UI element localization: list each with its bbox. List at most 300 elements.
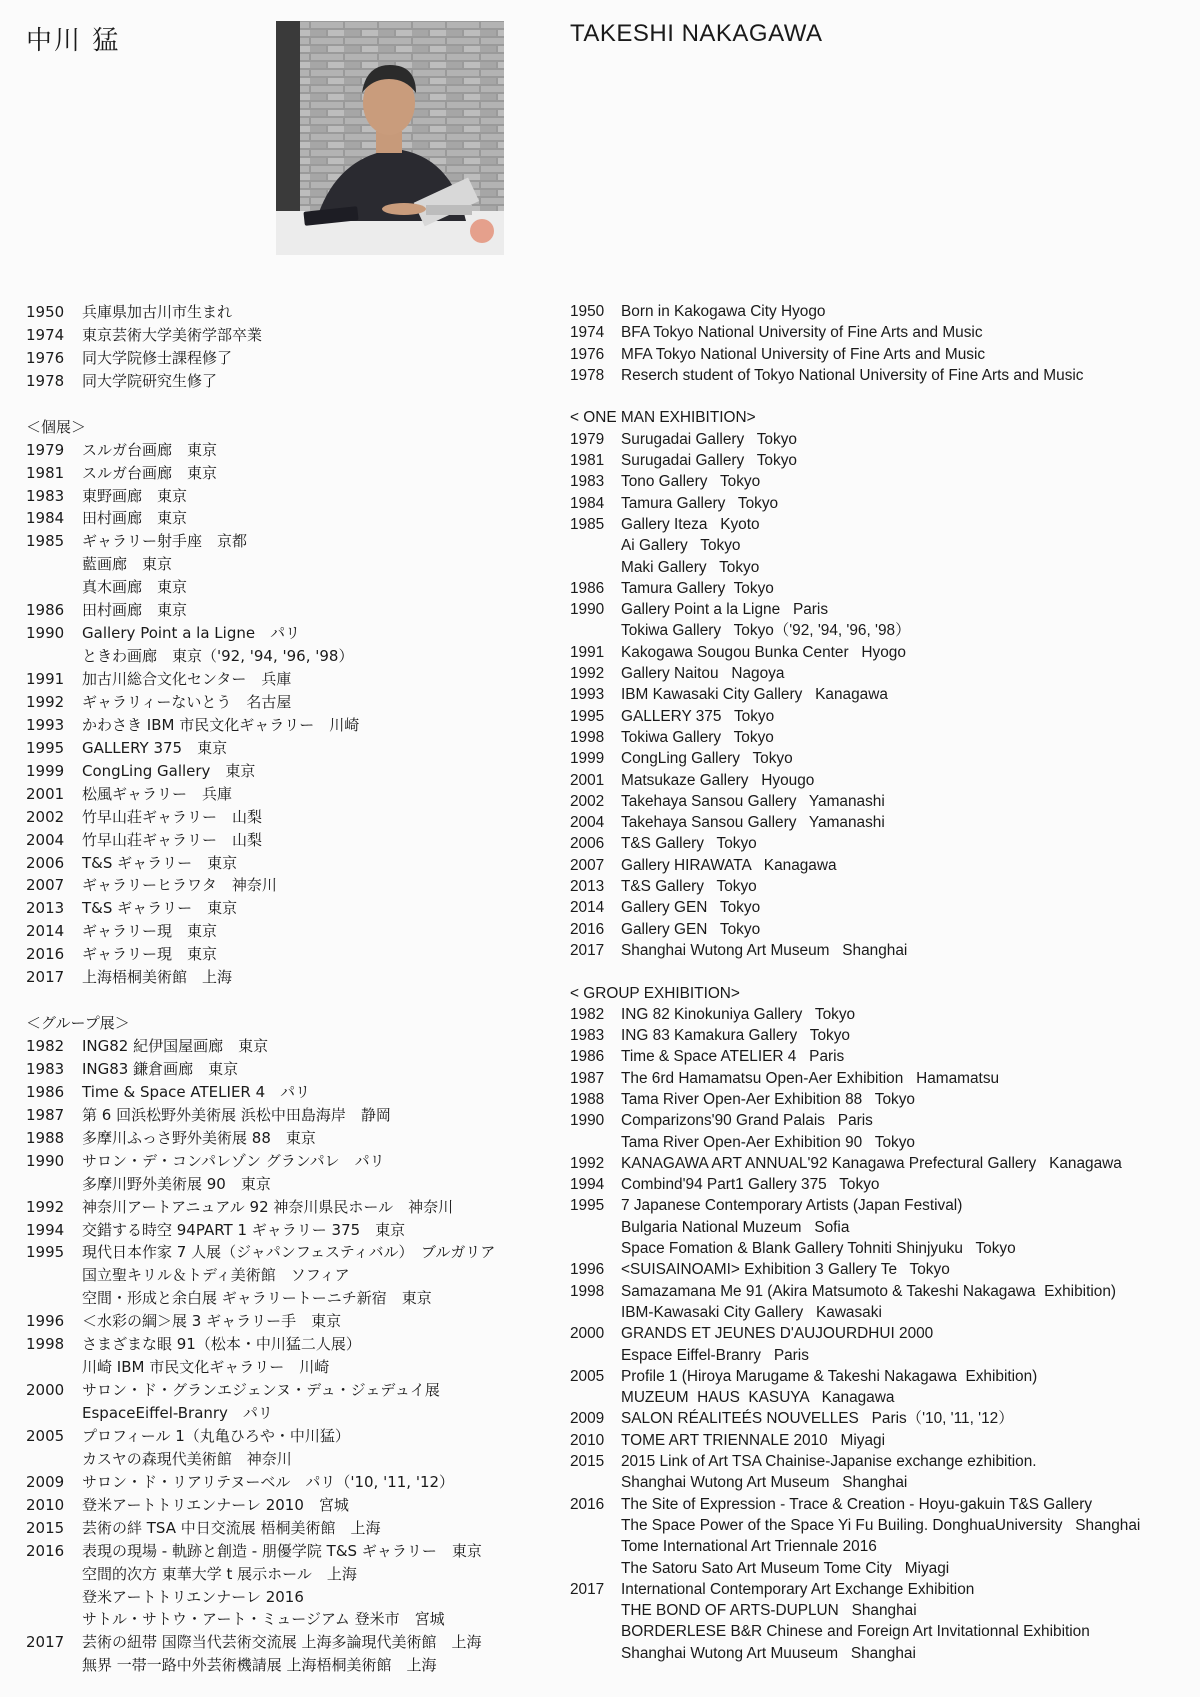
en-group-row-text: GRANDS ET JEUNES D'AUJOURDHUI 2000 (621, 1325, 934, 1343)
jp-solo-row (26, 691, 536, 714)
jp-group-row (26, 1310, 536, 1333)
en-group-row-text: Profile 1 (Hiroya Marugame & Takeshi Nakagawa Exhibition) (621, 1367, 1038, 1385)
en-group-row-year (570, 1515, 621, 1536)
en-group-row-year: 1992 (570, 1154, 605, 1172)
jp-group-row-text: 多摩川野外美術展 90 東京 (82, 1174, 271, 1193)
jp-solo-row (26, 806, 536, 829)
jp-group-row-year (26, 1287, 82, 1310)
jp-solo-row (26, 530, 536, 553)
en-solo-row-text: GALLERY 375 Tokyo (621, 707, 775, 725)
jp-group-row-text: 空間的次方 東華大学 t 展示ホール 上海 (82, 1564, 357, 1583)
en-group-row-text: The Space Power of the Space Yi Fu Builing. DonghuaUniversity Shanghai (621, 1516, 1141, 1534)
jp-solo-row-text: Gallery Point a la Ligne パリ (82, 624, 301, 643)
en-solo-row-year: 1985 (570, 515, 605, 533)
en-bio-row: 1976 MFA Tokyo National University of Fine Arts and Music (570, 345, 986, 363)
en-solo-row (570, 770, 1195, 791)
jp-group-row (26, 1494, 536, 1517)
en-group-row (570, 1621, 1195, 1642)
jp-solo-row-text: ギャラリー現 東京 (82, 945, 218, 964)
en-group-row-year (570, 1345, 621, 1366)
jp-solo-row-text: 竹早山荘ギャラリー 山梨 (82, 807, 263, 826)
jp-solo-row (26, 668, 536, 691)
en-solo-row (570, 727, 1195, 748)
en-solo-row-year: 1983 (570, 473, 605, 491)
en-group-row (570, 1195, 1195, 1216)
en-group-row-year (570, 1132, 621, 1153)
jp-group-row-year (26, 1654, 82, 1677)
en-solo-row-year: 1991 (570, 643, 605, 661)
en-solo-row (570, 429, 1195, 450)
jp-group-row-text: 登米アートトリエンナーレ 2016 (82, 1587, 304, 1606)
jp-group-row-year: 2009 (26, 1472, 65, 1491)
portrait-photo (276, 21, 504, 255)
en-group-row-text: Time & Space ATELIER 4 Paris (621, 1048, 845, 1066)
en-solo-row-text: Gallery Iteza Kyoto (621, 515, 760, 533)
en-group-row (570, 1046, 1195, 1067)
en-solo-row-text: Tono Gallery Tokyo (621, 473, 761, 491)
en-solo-row (570, 514, 1195, 535)
en-group-row (570, 1387, 1195, 1408)
en-solo-row-year: 1984 (570, 494, 605, 512)
jp-group-row-text: 空間・形成と余白展 ギャラリートーニチ新宿 東京 (82, 1289, 432, 1308)
en-group-row (570, 1132, 1195, 1153)
jp-group-row (26, 1058, 536, 1081)
jp-solo-row-text: 加古川総合文化センター 兵庫 (82, 670, 292, 688)
en-group-row-text: ING 82 Kinokuniya Gallery Tokyo (621, 1005, 856, 1023)
en-group-row (570, 1451, 1195, 1472)
en-group-row-year: 1990 (570, 1112, 605, 1130)
en-group-row (570, 1600, 1195, 1621)
en-group-row-year (570, 1217, 621, 1238)
en-solo-row (570, 493, 1195, 514)
en-group-row-year (570, 1536, 621, 1557)
jp-group-row-year (26, 1173, 82, 1196)
en-solo-row-text: Takehaya Sansou Gallery Yamanashi (621, 792, 885, 810)
jp-group-row-year (26, 1586, 82, 1609)
jp-group-row-year: 1990 (26, 1151, 65, 1170)
jp-group-row-text: サトル・サトウ・アート・ミュージアム 登米市 宮城 (82, 1610, 445, 1629)
en-group-row (570, 1110, 1195, 1131)
jp-solo-row-year: 1995 (26, 738, 65, 757)
jp-group-row-year: 2017 (26, 1633, 65, 1652)
jp-group-row-text: 表現の現場 - 軌跡と創造 - 朋優学院 T&S ギャラリー 東京 (82, 1541, 482, 1560)
en-solo-heading: < ONE MAN EXHIBITION> (570, 409, 756, 427)
jp-solo-row-text: 藍画廊 東京 (82, 555, 173, 574)
jp-solo-row-text: 竹早山荘ギャラリー 山梨 (82, 830, 263, 849)
jp-solo-row-text: ギャラリー現 東京 (82, 922, 218, 941)
jp-group-row-text: 神奈川アートアニュアル 92 神奈川県民ホール 神奈川 (82, 1197, 454, 1216)
en-bio-section (570, 301, 1195, 386)
en-group-row-text: The Satoru Sato Art Museum Tome City Miyagi (621, 1559, 950, 1577)
jp-solo-row-year: 1979 (26, 440, 65, 459)
en-solo-row-text: Gallery GEN Tokyo (621, 920, 761, 938)
jp-group-row (26, 1150, 536, 1173)
jp-group-row (26, 1081, 536, 1104)
en-solo-row-text: Takehaya Sansou Gallery Yamanashi (621, 814, 885, 832)
en-group-row-text: Space Fomation & Blank Gallery Tohniti Shinjyuku Tokyo (621, 1240, 1016, 1258)
jp-solo-row-year: 2001 (26, 784, 65, 803)
en-group-row-year (570, 1600, 621, 1621)
jp-group-row-text: サロン・デ・コンパレゾン グランパレ パリ (82, 1151, 385, 1170)
jp-group-row-text: 交錯する時空 94PART 1 ギャラリー 375 東京 (82, 1220, 406, 1239)
english-cv-column (570, 301, 1195, 1664)
jp-solo-heading: ＜個展＞ (26, 417, 87, 436)
en-group-row (570, 1025, 1195, 1046)
en-group-row-text: <SUISAINOAMI> Exhibition 3 Gallery Te Tokyo (621, 1261, 950, 1279)
jp-solo-row-year: 1984 (26, 509, 65, 528)
portrait-photo-icon (276, 21, 504, 255)
jp-solo-row-year: 1993 (26, 715, 65, 734)
en-group-row-text: MUZEUM HAUS KASUYA Kanagawa (621, 1389, 895, 1407)
jp-group-row-text: 国立聖キリル＆トディ美術館 ソフィア (82, 1266, 350, 1285)
en-group-row (570, 1281, 1195, 1302)
jp-group-row (26, 1287, 536, 1310)
en-group-row-year: 1994 (570, 1176, 605, 1194)
jp-group-row-text: 芸術の絆 TSA 中日交流展 梧桐美術館 上海 (82, 1518, 381, 1537)
en-solo-row-year: 1995 (570, 707, 605, 725)
jp-solo-row-year: 2007 (26, 876, 65, 895)
jp-solo-row (26, 462, 536, 485)
jp-group-row (26, 1448, 536, 1471)
jp-group-row-text: 芸術の紐帯 国際当代芸術交流展 上海多論現代美術館 上海 (82, 1633, 482, 1652)
en-group-row-text: Tome International Art Triennale 2016 (621, 1538, 877, 1556)
en-solo-row (570, 450, 1195, 471)
en-bio-row: 1950 Born in Kakogawa City Hyogo (570, 303, 826, 320)
en-solo-row-text: T&S Gallery Tokyo (621, 835, 757, 853)
jp-solo-row-text: スルガ台画廊 東京 (82, 440, 218, 459)
en-group-row-text: IBM-Kawasaki City Gallery Kawasaki (621, 1303, 882, 1321)
jp-group-row-year (26, 1448, 82, 1471)
jp-group-row (26, 1608, 536, 1631)
en-solo-row-text: Gallery Point a la Ligne Paris (621, 601, 829, 619)
en-group-row-year (570, 1558, 621, 1579)
en-group-row-text: KANAGAWA ART ANNUAL'92 Kanagawa Prefectural Gallery Kanagawa (621, 1154, 1122, 1172)
en-solo-row (570, 812, 1195, 833)
jp-group-list (26, 1035, 536, 1677)
jp-group-row-year: 1982 (26, 1037, 65, 1055)
jp-group-row-text: サロン・ド・リアリテヌーベル パリ（'10, '11, '12） (82, 1472, 455, 1491)
en-solo-row-year: 2007 (570, 856, 605, 874)
jp-solo-row-year: 2004 (26, 830, 65, 849)
en-group-row (570, 1323, 1195, 1344)
en-group-row-year (570, 1643, 621, 1664)
en-group-row-text: The 6rd Hamamatsu Open-Aer Exhibition Hamamatsu (621, 1069, 1000, 1087)
jp-solo-row-text: ギャラリーヒラワタ 神奈川 (82, 876, 277, 895)
en-solo-row-text: Kakogawa Sougou Bunka Center Hyogo (621, 643, 906, 661)
en-group-row-text: THE BOND OF ARTS-DUPLUN Shanghai (621, 1602, 917, 1620)
en-group-row (570, 1558, 1195, 1579)
en-group-row-text: Tama River Open-Aer Exhibition 88 Tokyo (621, 1090, 915, 1108)
jp-solo-row-text: GALLERY 375 東京 (82, 738, 228, 757)
en-group-row-year (570, 1238, 621, 1259)
en-solo-row (570, 876, 1195, 897)
en-group-row (570, 1345, 1195, 1366)
en-group-row-text: The Site of Expression - Trace & Creation - Hoyu-gakuin T&S Gallery (621, 1495, 1093, 1513)
jp-group-row-year: 2016 (26, 1541, 65, 1560)
jp-group-row-text: 登米アートトリエンナーレ 2010 宮城 (82, 1495, 349, 1514)
jp-group-row-text: 第 6 回浜松野外美術展 浜松中田島海岸 静岡 (82, 1105, 391, 1124)
jp-solo-row (26, 874, 536, 897)
jp-solo-row (26, 829, 536, 852)
en-solo-row-year: 1981 (570, 452, 605, 470)
en-group-row (570, 1174, 1195, 1195)
en-group-row-text: SALON RÉALITEÉS NOUVELLES Paris（'10, '11, '12） (621, 1410, 1014, 1428)
en-solo-row-year: 1998 (570, 728, 605, 746)
en-group-row-year: 2010 (570, 1431, 605, 1449)
jp-solo-row (26, 439, 536, 462)
jp-solo-row-year: 2006 (26, 853, 65, 872)
jp-group-row-year: 1983 (26, 1059, 65, 1078)
en-solo-row (570, 833, 1195, 854)
en-group-row-text: Combind'94 Part1 Gallery 375 Tokyo (621, 1176, 880, 1194)
en-group-row-text: Espace Eiffel-Branry Paris (621, 1346, 809, 1364)
jp-group-row-text: サロン・ド・グランエジェンヌ・デュ・ジェデュイ展 (82, 1381, 440, 1400)
jp-solo-row-year (26, 553, 82, 576)
japanese-cv-column (26, 301, 536, 1677)
jp-group-row (26, 1127, 536, 1150)
en-group-row (570, 1217, 1195, 1238)
en-group-row-text: BORDERLESE B&R Chinese and Foreign Art Invitationnal Exhibition (621, 1623, 1090, 1641)
en-group-row (570, 1302, 1195, 1323)
en-group-row-year: 2005 (570, 1367, 605, 1385)
en-group-row-year: 1996 (570, 1261, 605, 1279)
jp-solo-row-text: 東野画廊 東京 (82, 486, 188, 505)
jp-group-row (26, 1540, 536, 1563)
en-group-row-year: 1983 (570, 1027, 605, 1045)
en-solo-row-text: Tokiwa Gallery Tokyo（'92, '94, '96, '98） (621, 622, 911, 640)
en-group-list (570, 1004, 1195, 1664)
en-solo-row-year: 2004 (570, 814, 605, 832)
en-group-row-text: Bulgaria National Muzeum Sofia (621, 1218, 850, 1236)
jp-solo-row (26, 920, 536, 943)
jp-solo-row-year: 2016 (26, 945, 65, 964)
en-solo-row-year: 2002 (570, 792, 605, 810)
jp-solo-row-year: 1986 (26, 601, 65, 620)
jp-group-row-year: 1988 (26, 1128, 65, 1147)
en-group-row-year: 1987 (570, 1069, 605, 1087)
jp-group-row-text: さまざまな眼 91（松本・中川猛二人展） (82, 1335, 361, 1354)
jp-solo-row (26, 966, 536, 989)
en-solo-row (570, 706, 1195, 727)
jp-group-row-year: 2010 (26, 1495, 65, 1514)
en-group-row-year (570, 1387, 621, 1408)
en-group-row (570, 1259, 1195, 1280)
en-group-row-year: 2009 (570, 1410, 605, 1428)
en-solo-row-text: T&S Gallery Tokyo (621, 878, 757, 896)
en-solo-row (570, 791, 1195, 812)
jp-group-row-year (26, 1356, 82, 1379)
artist-name-japanese: 中川 猛 (26, 26, 121, 56)
jp-solo-row (26, 599, 536, 622)
jp-solo-row-year: 2017 (26, 968, 65, 987)
en-solo-row-year: 2017 (570, 941, 605, 959)
en-group-row (570, 1153, 1195, 1174)
jp-group-row-text: プロフィール 1（丸亀ひろや・中川猛） (82, 1426, 350, 1445)
en-solo-row-text: Matsukaze Gallery Hyougo (621, 771, 815, 789)
jp-group-row (26, 1517, 536, 1540)
en-group-row-text: 7 Japanese Contemporary Artists (Japan Festival) (621, 1197, 963, 1215)
jp-solo-row-text: 田村画廊 東京 (82, 509, 188, 528)
en-group-row-text: Shanghai Wutong Art Muuseum Shanghai (621, 1644, 916, 1662)
jp-bio-row: 1950 兵庫県加古川市生まれ (26, 303, 233, 321)
jp-group-row-year: 1986 (26, 1082, 65, 1101)
jp-group-row (26, 1333, 536, 1356)
jp-bio-row: 1974 東京芸術大学美術学部卒業 (26, 325, 263, 344)
jp-solo-row-year (26, 576, 82, 599)
en-group-row-text: Comparizons'90 Grand Palais Paris (621, 1112, 873, 1130)
jp-group-row-text: カスヤの森現代美術館 神奈川 (82, 1449, 292, 1468)
en-solo-row (570, 897, 1195, 918)
en-group-row-text: Samazamana Me 91 (Akira Matsumoto & Takeshi Nakagawa Exhibition) (621, 1282, 1117, 1300)
en-solo-row (570, 684, 1195, 705)
jp-group-row-year: 2005 (26, 1426, 65, 1445)
en-group-row-year: 2000 (570, 1325, 605, 1343)
jp-solo-row-year: 2013 (26, 899, 65, 918)
jp-group-row (26, 1563, 536, 1586)
en-group-row-year (570, 1621, 621, 1642)
jp-group-row-year: 1992 (26, 1197, 65, 1216)
jp-solo-row (26, 783, 536, 806)
en-solo-row-year: 1979 (570, 430, 605, 448)
jp-group-row-year: 2000 (26, 1381, 65, 1400)
jp-solo-row-text: ギャラリー射手座 京都 (82, 532, 248, 551)
jp-group-row (26, 1586, 536, 1609)
jp-solo-row-year: 1981 (26, 463, 65, 482)
en-group-row (570, 1536, 1195, 1557)
jp-group-row-text: ＜水彩の綱＞展 3 ギャラリー手 東京 (82, 1312, 342, 1331)
en-solo-row-text: Tamura Gallery Tokyo (621, 579, 774, 597)
en-group-row (570, 1643, 1195, 1664)
jp-solo-row-text: 田村画廊 東京 (82, 601, 188, 620)
en-group-row-text: ING 83 Kamakura Gallery Tokyo (621, 1027, 850, 1045)
jp-group-row (26, 1471, 536, 1494)
en-group-row-year: 2015 (570, 1453, 605, 1471)
en-group-row (570, 1408, 1195, 1429)
jp-group-row-text: 川崎 IBM 市民文化ギャラリー 川崎 (82, 1358, 330, 1377)
jp-solo-row-text: 真木画廊 東京 (82, 578, 188, 597)
en-solo-row (570, 557, 1195, 578)
en-solo-row-year: 1993 (570, 686, 605, 704)
en-solo-list (570, 429, 1195, 961)
en-group-heading: < GROUP EXHIBITION> (570, 984, 740, 1002)
jp-group-row-text: EspaceEiffel-Branry パリ (82, 1404, 273, 1422)
jp-group-row (26, 1379, 536, 1402)
jp-group-row-text: 多摩川ふっさ野外美術展 88 東京 (82, 1128, 316, 1147)
en-solo-row-text: Shanghai Wutong Art Museum Shanghai (621, 941, 908, 959)
jp-group-row-text: 現代日本作家 7 人展（ジャパンフェスティバル） ブルガリア (82, 1243, 496, 1262)
en-solo-row-year: 2006 (570, 835, 605, 853)
jp-solo-row-year: 1985 (26, 532, 65, 551)
jp-bio-row: 1976 同大学院修士課程修了 (26, 348, 233, 367)
jp-group-row-year: 2015 (26, 1518, 65, 1537)
en-group-row (570, 1579, 1195, 1600)
jp-solo-row-text: T&S ギャラリー 東京 (82, 899, 238, 918)
en-group-row-year (570, 1472, 621, 1493)
en-solo-row-year: 1999 (570, 750, 605, 768)
jp-solo-row-year (26, 645, 82, 668)
en-bio-row: 1974 BFA Tokyo National University of Fine Arts and Music (570, 324, 983, 342)
en-solo-row-year (570, 535, 621, 556)
en-solo-row-year: 1986 (570, 579, 605, 597)
jp-group-row-year: 1994 (26, 1220, 65, 1239)
jp-group-row-year (26, 1402, 82, 1425)
jp-group-row (26, 1631, 536, 1654)
jp-solo-row-text: ときわ画廊 東京（'92, '94, '96, '98） (82, 647, 354, 666)
en-solo-row-text: IBM Kawasaki City Gallery Kanagawa (621, 686, 888, 704)
jp-group-row-year: 1998 (26, 1335, 65, 1354)
en-group-row-year: 2016 (570, 1495, 605, 1513)
en-group-row (570, 1494, 1195, 1515)
en-solo-row-text: Surugadai Gallery Tokyo (621, 452, 797, 470)
jp-group-row (26, 1219, 536, 1242)
en-bio-row: 1978 Reserch student of Tokyo National University of Fine Arts and Music (570, 366, 1084, 384)
en-solo-row-year (570, 557, 621, 578)
en-solo-row-year: 1992 (570, 665, 605, 683)
en-group-row (570, 1430, 1195, 1451)
jp-solo-row (26, 622, 536, 645)
jp-group-row-year: 1995 (26, 1243, 65, 1262)
jp-solo-row (26, 507, 536, 530)
en-group-row-year: 1995 (570, 1197, 605, 1215)
jp-group-row-text: ING82 紀伊国屋画廊 東京 (82, 1037, 269, 1055)
jp-group-row-year (26, 1563, 82, 1586)
jp-solo-row-text: スルガ台画廊 東京 (82, 463, 218, 482)
en-solo-row-year: 2001 (570, 771, 605, 789)
jp-solo-row-text: T&S ギャラリー 東京 (82, 853, 238, 872)
jp-solo-list (26, 439, 536, 990)
en-group-row-year (570, 1302, 621, 1323)
jp-group-row (26, 1425, 536, 1448)
jp-solo-row-year: 2014 (26, 922, 65, 941)
jp-solo-row (26, 737, 536, 760)
jp-group-row (26, 1402, 536, 1425)
en-solo-row-year: 2016 (570, 920, 605, 938)
jp-group-row-year: 1996 (26, 1312, 65, 1331)
jp-group-row-year: 1987 (26, 1105, 65, 1124)
jp-solo-row (26, 760, 536, 783)
artist-name-english: TAKESHI NAKAGAWA (570, 20, 823, 47)
en-solo-row-year: 2013 (570, 878, 605, 896)
en-group-row-year: 1998 (570, 1282, 605, 1300)
en-solo-row (570, 578, 1195, 599)
jp-group-row (26, 1104, 536, 1127)
en-solo-row (570, 919, 1195, 940)
en-solo-row (570, 748, 1195, 769)
en-group-row-year: 1986 (570, 1048, 605, 1066)
en-solo-row-year: 2014 (570, 899, 605, 917)
en-solo-row-text: Gallery Naitou Nagoya (621, 665, 785, 683)
jp-solo-row (26, 645, 536, 668)
en-solo-row (570, 535, 1195, 556)
en-solo-row (570, 471, 1195, 492)
jp-group-row (26, 1173, 536, 1196)
en-solo-row-year: 1990 (570, 601, 605, 619)
en-solo-row-text: Tokiwa Gallery Tokyo (621, 728, 774, 746)
en-solo-row-text: Tamura Gallery Tokyo (621, 494, 779, 512)
jp-solo-row (26, 576, 536, 599)
en-solo-row-year (570, 620, 621, 641)
en-group-row-year: 1982 (570, 1005, 605, 1023)
jp-bio-section (26, 301, 536, 393)
en-solo-row-text: Gallery HIRAWATA Kanagawa (621, 856, 837, 874)
jp-solo-row-year: 1983 (26, 486, 65, 505)
jp-group-row (26, 1264, 536, 1287)
jp-group-row-text: 無界 一帯一路中外芸術機請展 上海梧桐美術館 上海 (82, 1656, 437, 1675)
en-solo-row (570, 642, 1195, 663)
jp-solo-row-year: 1999 (26, 761, 65, 780)
en-solo-row (570, 620, 1195, 641)
en-solo-row-text: Surugadai Gallery Tokyo (621, 430, 797, 448)
